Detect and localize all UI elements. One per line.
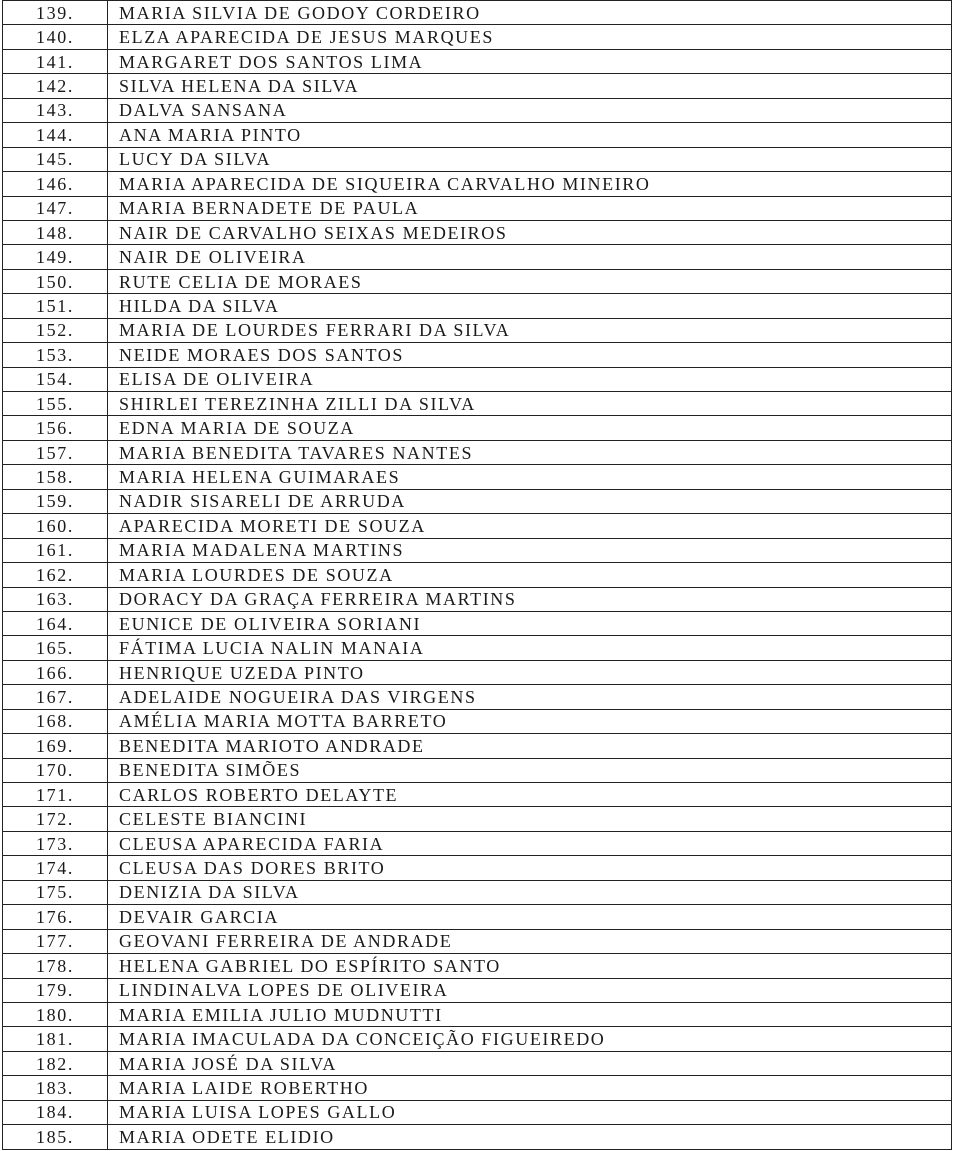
table-row (3, 25, 952, 49)
row-number: 150. (3, 269, 108, 293)
table-row (3, 343, 952, 367)
row-number: 145. (3, 147, 108, 171)
person-name: CARLOS ROBERTO DELAYTE (108, 783, 952, 807)
row-number: 141. (3, 49, 108, 73)
table-row (3, 172, 952, 196)
row-number: 154. (3, 367, 108, 391)
person-name: SHIRLEI TEREZINHA ZILLI DA SILVA (108, 392, 952, 416)
table-row (3, 465, 952, 489)
person-name: BENEDITA MARIOTO ANDRADE (108, 734, 952, 758)
row-number: 177. (3, 929, 108, 953)
row-number: 158. (3, 465, 108, 489)
table-row (3, 783, 952, 807)
table-row (3, 660, 952, 684)
person-name: NEIDE MORAES DOS SANTOS (108, 343, 952, 367)
row-number: 175. (3, 880, 108, 904)
person-name: FÁTIMA LUCIA NALIN MANAIA (108, 636, 952, 660)
person-name: MARIA MADALENA MARTINS (108, 538, 952, 562)
person-name: BENEDITA SIMÕES (108, 758, 952, 782)
person-name: ADELAIDE NOGUEIRA DAS VIRGENS (108, 685, 952, 709)
table-row (3, 734, 952, 758)
table-row (3, 1125, 952, 1149)
row-number: 144. (3, 123, 108, 147)
person-name: MARGARET DOS SANTOS LIMA (108, 49, 952, 73)
person-name: HILDA DA SILVA (108, 294, 952, 318)
table-row (3, 245, 952, 269)
table-row (3, 1100, 952, 1124)
row-number: 169. (3, 734, 108, 758)
row-number: 157. (3, 440, 108, 464)
table-row (3, 709, 952, 733)
row-number: 152. (3, 318, 108, 342)
row-number: 171. (3, 783, 108, 807)
table-row (3, 978, 952, 1002)
table-row (3, 807, 952, 831)
person-name: CLEUSA DAS DORES BRITO (108, 856, 952, 880)
person-name: MARIA LUISA LOPES GALLO (108, 1100, 952, 1124)
row-number: 149. (3, 245, 108, 269)
person-name: MARIA SILVIA DE GODOY CORDEIRO (108, 1, 952, 25)
table-row (3, 636, 952, 660)
person-name: DEVAIR GARCIA (108, 905, 952, 929)
table-row (3, 905, 952, 929)
row-number: 148. (3, 220, 108, 244)
person-name: MARIA APARECIDA DE SIQUEIRA CARVALHO MINEIRO (108, 172, 952, 196)
row-number: 173. (3, 831, 108, 855)
person-name: HENRIQUE UZEDA PINTO (108, 660, 952, 684)
table-row (3, 392, 952, 416)
row-number: 163. (3, 587, 108, 611)
person-name: SILVA HELENA DA SILVA (108, 74, 952, 98)
table-row (3, 1051, 952, 1075)
table-row (3, 269, 952, 293)
row-number: 174. (3, 856, 108, 880)
person-name: DORACY DA GRAÇA FERREIRA MARTINS (108, 587, 952, 611)
person-name: MARIA IMACULADA DA CONCEIÇÃO FIGUEIREDO (108, 1027, 952, 1051)
row-number: 185. (3, 1125, 108, 1149)
table-row (3, 611, 952, 635)
table-row (3, 98, 952, 122)
table-row (3, 489, 952, 513)
person-name: MARIA BENEDITA TAVARES NANTES (108, 440, 952, 464)
row-number: 147. (3, 196, 108, 220)
names-table-body (3, 1, 952, 1150)
table-row (3, 685, 952, 709)
row-number: 151. (3, 294, 108, 318)
table-row (3, 954, 952, 978)
row-number: 167. (3, 685, 108, 709)
person-name: ELZA APARECIDA DE JESUS MARQUES (108, 25, 952, 49)
row-number: 142. (3, 74, 108, 98)
row-number: 168. (3, 709, 108, 733)
table-row (3, 123, 952, 147)
row-number: 160. (3, 514, 108, 538)
person-name: MARIA BERNADETE DE PAULA (108, 196, 952, 220)
row-number: 155. (3, 392, 108, 416)
person-name: DENIZIA DA SILVA (108, 880, 952, 904)
table-row (3, 880, 952, 904)
table-row (3, 294, 952, 318)
row-number: 165. (3, 636, 108, 660)
row-number: 166. (3, 660, 108, 684)
person-name: NAIR DE OLIVEIRA (108, 245, 952, 269)
table-row (3, 49, 952, 73)
table-row (3, 196, 952, 220)
table-row (3, 758, 952, 782)
row-number: 146. (3, 172, 108, 196)
table-row (3, 318, 952, 342)
row-number: 183. (3, 1076, 108, 1100)
table-row (3, 538, 952, 562)
row-number: 182. (3, 1051, 108, 1075)
table-row (3, 220, 952, 244)
table-row (3, 367, 952, 391)
person-name: ANA MARIA PINTO (108, 123, 952, 147)
row-number: 156. (3, 416, 108, 440)
table-row (3, 831, 952, 855)
person-name: MARIA JOSÉ DA SILVA (108, 1051, 952, 1075)
person-name: HELENA GABRIEL DO ESPÍRITO SANTO (108, 954, 952, 978)
person-name: MARIA DE LOURDES FERRARI DA SILVA (108, 318, 952, 342)
person-name: NADIR SISARELI DE ARRUDA (108, 489, 952, 513)
person-name: GEOVANI FERREIRA DE ANDRADE (108, 929, 952, 953)
table-row (3, 147, 952, 171)
table-row (3, 856, 952, 880)
table-row (3, 416, 952, 440)
row-number: 164. (3, 611, 108, 635)
table-row (3, 74, 952, 98)
table-row (3, 1027, 952, 1051)
row-number: 179. (3, 978, 108, 1002)
row-number: 180. (3, 1002, 108, 1026)
row-number: 143. (3, 98, 108, 122)
table-row (3, 1, 952, 25)
person-name: MARIA ODETE ELIDIO (108, 1125, 952, 1149)
person-name: EDNA MARIA DE SOUZA (108, 416, 952, 440)
person-name: RUTE CELIA DE MORAES (108, 269, 952, 293)
person-name: MARIA EMILIA JULIO MUDNUTTI (108, 1002, 952, 1026)
row-number: 161. (3, 538, 108, 562)
table-row (3, 440, 952, 464)
table-row (3, 1002, 952, 1026)
person-name: ELISA DE OLIVEIRA (108, 367, 952, 391)
row-number: 178. (3, 954, 108, 978)
row-number: 176. (3, 905, 108, 929)
person-name: NAIR DE CARVALHO SEIXAS MEDEIROS (108, 220, 952, 244)
person-name: LINDINALVA LOPES DE OLIVEIRA (108, 978, 952, 1002)
table-row (3, 514, 952, 538)
table-row (3, 587, 952, 611)
row-number: 159. (3, 489, 108, 513)
row-number: 162. (3, 563, 108, 587)
person-name: EUNICE DE OLIVEIRA SORIANI (108, 611, 952, 635)
names-table (2, 0, 952, 1150)
person-name: AMÉLIA MARIA MOTTA BARRETO (108, 709, 952, 733)
person-name: DALVA SANSANA (108, 98, 952, 122)
row-number: 140. (3, 25, 108, 49)
table-row (3, 563, 952, 587)
person-name: APARECIDA MORETI DE SOUZA (108, 514, 952, 538)
table-row (3, 929, 952, 953)
row-number: 170. (3, 758, 108, 782)
row-number: 181. (3, 1027, 108, 1051)
table-row (3, 1076, 952, 1100)
person-name: LUCY DA SILVA (108, 147, 952, 171)
person-name: CLEUSA APARECIDA FARIA (108, 831, 952, 855)
person-name: CELESTE BIANCINI (108, 807, 952, 831)
row-number: 172. (3, 807, 108, 831)
row-number: 184. (3, 1100, 108, 1124)
row-number: 139. (3, 1, 108, 25)
person-name: MARIA LOURDES DE SOUZA (108, 563, 952, 587)
row-number: 153. (3, 343, 108, 367)
person-name: MARIA LAIDE ROBERTHO (108, 1076, 952, 1100)
person-name: MARIA HELENA GUIMARAES (108, 465, 952, 489)
